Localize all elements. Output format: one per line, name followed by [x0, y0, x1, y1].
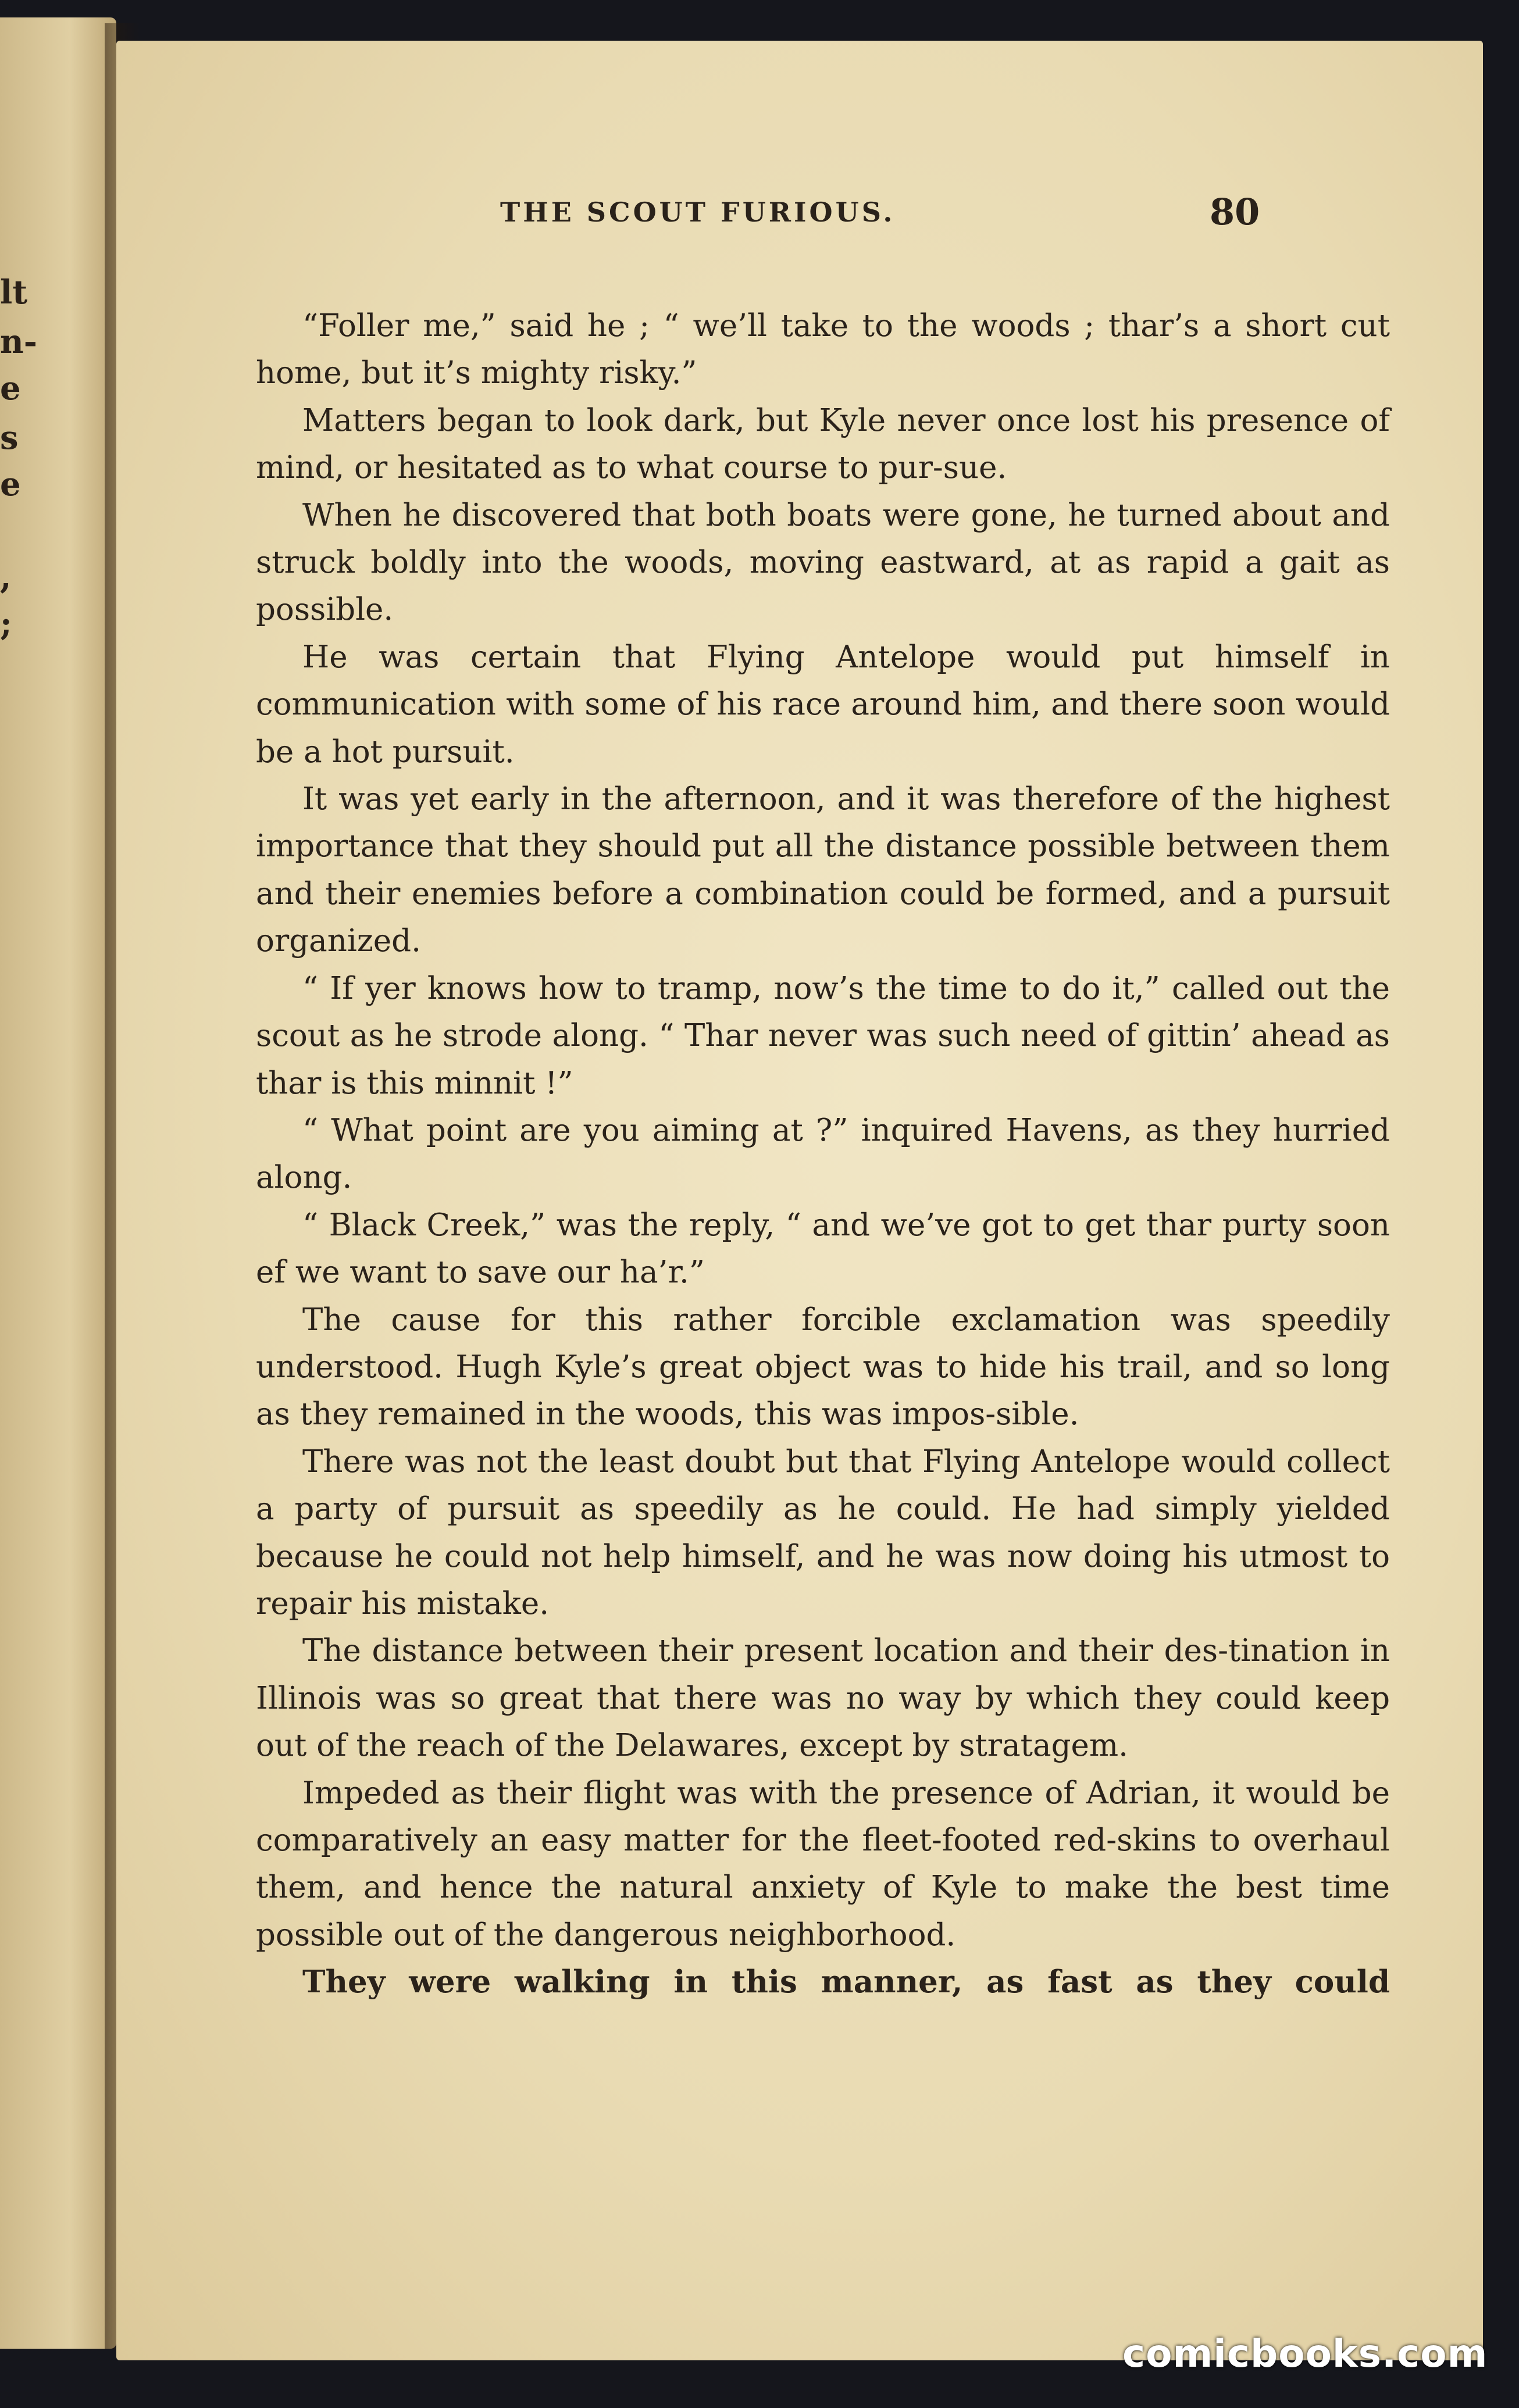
- closing-line: They were walking in this manner, as fast as they could: [302, 1964, 1390, 2000]
- paragraph: Matters began to look dark, but Kyle never once lost his presence of mind, or hesitated as to what course to pur-sue.: [256, 402, 1390, 486]
- book-page: [116, 41, 1483, 2360]
- margin-fragment: ;: [0, 605, 12, 643]
- page-number: 80: [1210, 191, 1260, 233]
- margin-fragment: s: [0, 419, 19, 457]
- paragraph: “ What point are you aiming at ?” inquired Havens, as they hurried along.: [256, 1112, 1390, 1196]
- watermark-text: comicbooks.com: [1122, 2331, 1488, 2376]
- paragraph: The cause for this rather forcible exclamation was speedily understood. Hugh Kyle’s great object was to hide his trail, and so long as they remained in the woods, this was impos-sible.: [256, 1302, 1390, 1432]
- paragraph: The distance between their present location and their des-tination in Illinois was so great that there was no way by which they could keep out of the reach of the Delawares, except by stratagem.: [256, 1633, 1390, 1764]
- paragraph: There was not the least doubt but that Flying Antelope would collect a party of pursuit as speedily as he could. He had simply yielded because he could not help himself, and he was now doing his utmost to repair his mistake.: [256, 1444, 1390, 1621]
- margin-fragment: lt: [0, 273, 28, 312]
- paragraph: “Foller me,” said he ; “ we’ll take to the woods ; thar’s a short cut home, but it’s mighty risky.”: [256, 308, 1390, 391]
- margin-fragment: ,: [0, 558, 12, 596]
- page-header: [116, 180, 1483, 244]
- paragraph: When he discovered that both boats were gone, he turned about and struck boldly into the woods, moving eastward, at as rapid a gait as possible.: [256, 497, 1390, 628]
- margin-fragment: n-: [0, 323, 37, 361]
- left-facing-page: [0, 17, 116, 2349]
- margin-fragment: e: [0, 465, 21, 503]
- paragraph: “ If yer knows how to tramp, now’s the time to do it,” called out the scout as he strode along. “ Thar never was such need of gittin’ ahead as thar is this minnit !”: [256, 970, 1390, 1101]
- paragraph: He was certain that Flying Antelope would put himself in communication with some of his race around him, and there soon would be a hot pursuit.: [256, 639, 1390, 770]
- page-body-text: [256, 302, 1390, 2006]
- paragraph: Impeded as their flight was with the presence of Adrian, it would be comparatively an easy matter for the fleet-footed red-skins to overhaul them, and hence the natural anxiety of Kyle to make the best time possible out of the dangerous neighborhood.: [256, 1775, 1390, 1953]
- paragraph: “ Black Creek,” was the reply, “ and we’ve got to get thar purty soon ef we want to save our ha’r.”: [256, 1207, 1390, 1291]
- running-title: THE SCOUT FURIOUS.: [500, 197, 896, 228]
- margin-fragment: e: [0, 369, 21, 408]
- paragraph: It was yet early in the afternoon, and it was therefore of the highest importance that they should put all the distance possible between them and their enemies before a combination could be formed, and a pursuit organized.: [256, 781, 1390, 959]
